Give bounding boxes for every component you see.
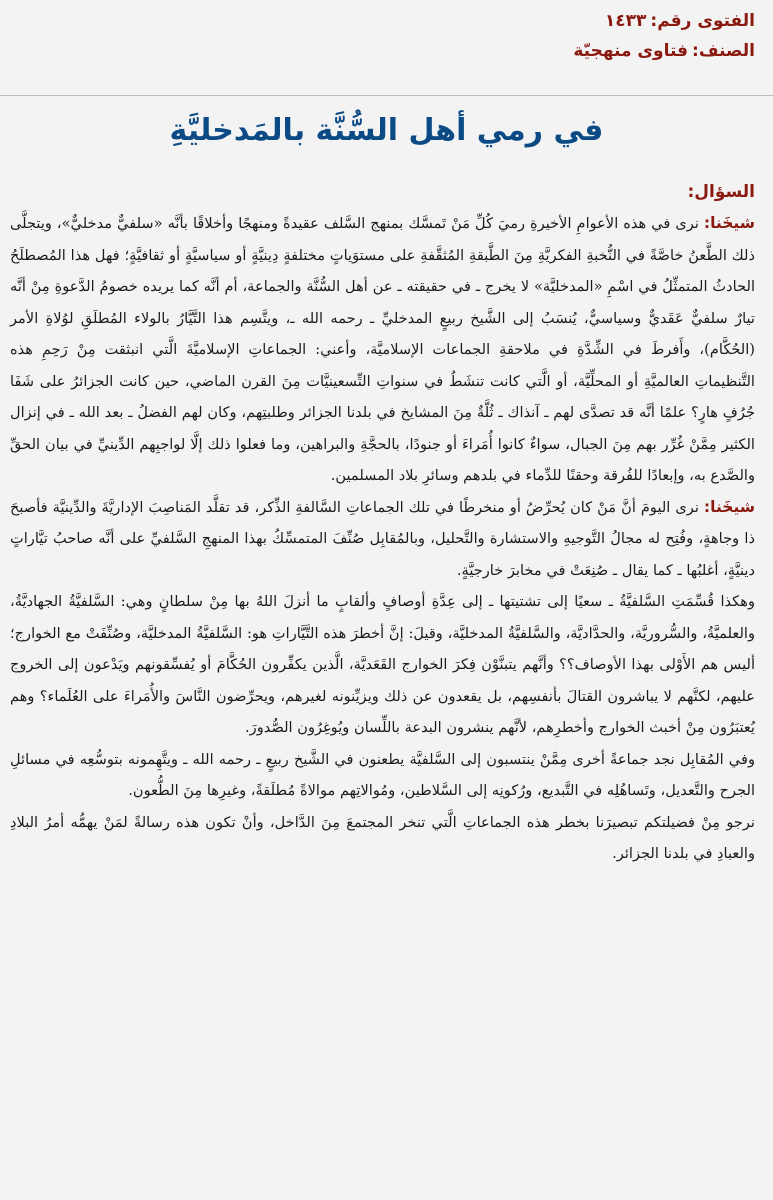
fatwa-number-label: الفتوى رقم: (650, 11, 755, 31)
paragraph (10, 208, 755, 492)
fatwa-meta (573, 6, 755, 66)
fatwa-category-value: فتاوى منهجيّة (573, 41, 689, 61)
question-body (10, 208, 755, 870)
paragraph-text: نرجو مِنْ فضيلتكم تبصيرَنا بخطر هذه الجماعاتِ الَّتي تنخر المجتمعَ مِنَ الدَّاخل، وأنْ تكون هذه رسالةً لمَنْ يهمُّه أمرُ البلادِ والعبادِ في بلدنا الجزائر. (10, 813, 755, 862)
address-label: شيخَنا: (703, 214, 755, 232)
paragraph-text: نرى في هذه الأعوامِ الأخيرةِ رميَ كُلِّ مَنْ تَمسَّك بمنهج السَّلف عقيدةً ومنهجًا وأخلاقًا بأنَّه «سلفيٌّ مدخليٌّ»، ويتجلَّى ذلك الطَّعنُ خاصَّةً في النُّخبةِ الفكريَّةِ مِنَ الطَّبقةِ المُثقَّفةِ على مستوَياتٍ مختلفةٍ دِينيَّةٍ أو سياسيَّةٍ أو ثقافيَّةٍ؛ فهل هذا المُصطلَحُ الحادثُ المتمثِّلُ في اسْمِ «المدخليَّة» لا يخرج ـ في حقيقته ـ عن أهل السُّنَّة والجماعة، أم أنَّه كما يريده خصومُ الدَّعوةِ مِنْ أنَّه تيارٌ سلفيٌّ عَقَديٌّ وسياسيٌّ، يُنسَبُ إلى الشَّيخ ربيعٍ المدخليِّ ـ رحمه الله ـ، ويتَّسِم هذا التَّيَّارُ بالولاء المُطلَقِ لوُلاةِ الأمر (الحُكَّام)، وأَفرطَ في الشِّدَّةِ في ملاحقةِ الجماعات الإسلاميَّة، وأعني: الجماعاتِ الإسلاميَّةَ الَّتي انبثقت مِنْ رَحِمِ هذه التَّنظيماتِ العالميَّةِ أو المحلِّيَّة، أو الَّتي كانت تنشَطُ في سنواتِ التِّسعينيَّات مِنَ القرن الماضي، حين كانت الجزائرُ على شَفَا جُرُفٍ هارٍ؟ علمًا أنَّه قد تصدَّى لهم ـ آنذاك ـ ثُلَّةٌ مِنَ المشايخ في بلدنا الجزائر وطلبتِهم، وكان لهم الفضلُ ـ بعد الله ـ في إنزال الكثير مِمَّنْ غُرِّر بهم مِنَ الجبال، سواءٌ كانوا أُمَراءَ أو جنودًا، بالحجَّةِ والبراهين، وما فعلوا ذلك إلَّا لواجبِهم الدِّينيِّ في بيان الحقِّ والصَّدع به، وإبعادًا للفُرقة وحقنًا للدِّماء في بلدهم وسائرِ بلاد المسلمين. (10, 215, 755, 484)
paragraph (10, 586, 755, 744)
paragraph-text: نرى اليومَ أنَّ مَنْ كان يُحرِّضُ أو منخرطًا في تلك الجماعاتِ السَّالفةِ الذِّكر، قد تقلَّد المَناصِبَ الإداريَّةَ والدِّينيَّة فأصبحَ ذا وجاهةٍ، وفُتِح له مجالُ التَّوجيهِ والاستشارة والتَّحليل، وبالمُقابِل صُنِّفَ المتمسِّكُ بهذا المنهجِ السَّلفيِّ على أنَّه صاحبُ تيَّاراتٍ دينيَّةٍ، أغلبُها ـ كما يقال ـ صُنِعَتْ في مخابرَ خارجيَّةٍ. (10, 498, 755, 579)
paragraph-text: وهكذا قُسِّمَتِ السَّلفيَّةُ ـ سعيًا إلى تشتيتها ـ إلى عِدَّةِ أوصافٍ وألقابٍ ما أنزلَ اللهُ بها مِنْ سلطانٍ وهي: السَّلفيَّةُ الجهاديَّةُ، والعلميَّةُ، والسُّروريَّة، والحدَّاديَّة، والسَّلفيَّةُ المدخليَّة، وقيلَ: إنَّ أخطرَ هذه التَّيَّاراتِ هو: السَّلفيَّةُ المدخليَّة، وصُنِّفَتْ مع الخوارج؛ أليس هم الأَوْلى بهذا الأوصاف؟؟ وأنَّهم يتبنَّوْن فِكرَ الخوارج القَعَديَّة، الَّذين يكفِّرون الحُكَّامَ أو يُفسِّقونهم ويَدْعون إلى الخروج عليهم، لكنَّهم لا يباشرون القتالَ بأنفسِهم، بل يقعدون عن ذلك ويزيِّنونه لغيرهم، ويحرِّضون النَّاسَ والأُمَراءَ على العُلَماء؟ وهم يُعتبَرُون مِنْ أخبث الخوارج وأخطرِهم، لأنَّهم ينشرون البدعة باللِّسان ويُوغِرُون الصُّدورَ. (10, 593, 755, 736)
fatwa-category (573, 36, 755, 66)
page-title: في رمي أهل السُّنَّة بالمَدخليَّةِ (169, 113, 604, 148)
fatwa-number (573, 6, 755, 36)
question-label: السؤال: (687, 182, 755, 202)
paragraph (10, 807, 755, 870)
address-label: شيخَنا: (703, 497, 756, 516)
fatwa-number-value: ١٤٣٣ (604, 11, 647, 31)
paragraph (10, 492, 755, 587)
header-divider (0, 95, 773, 96)
paragraph (10, 744, 755, 807)
paragraph-text: وفي المُقابِل نجد جماعةً أخرى مِمَّنْ ينتسبون إلى السَّلفيَّة يطعنون في الشَّيخ ربيعٍ ـ رحمه الله ـ ويتَّهِمونه بتوسُّعِه في مسائلِ الجرح والتَّعديل، وتَساهُلِه في التَّبديع، ورُكونِه إلى السَّلاطين، ومُوالاتِهم موالاةً مُطلَقةً، وغيرِها مِنَ الطُّعون. (10, 750, 755, 799)
fatwa-category-label: الصنف: (692, 41, 755, 61)
